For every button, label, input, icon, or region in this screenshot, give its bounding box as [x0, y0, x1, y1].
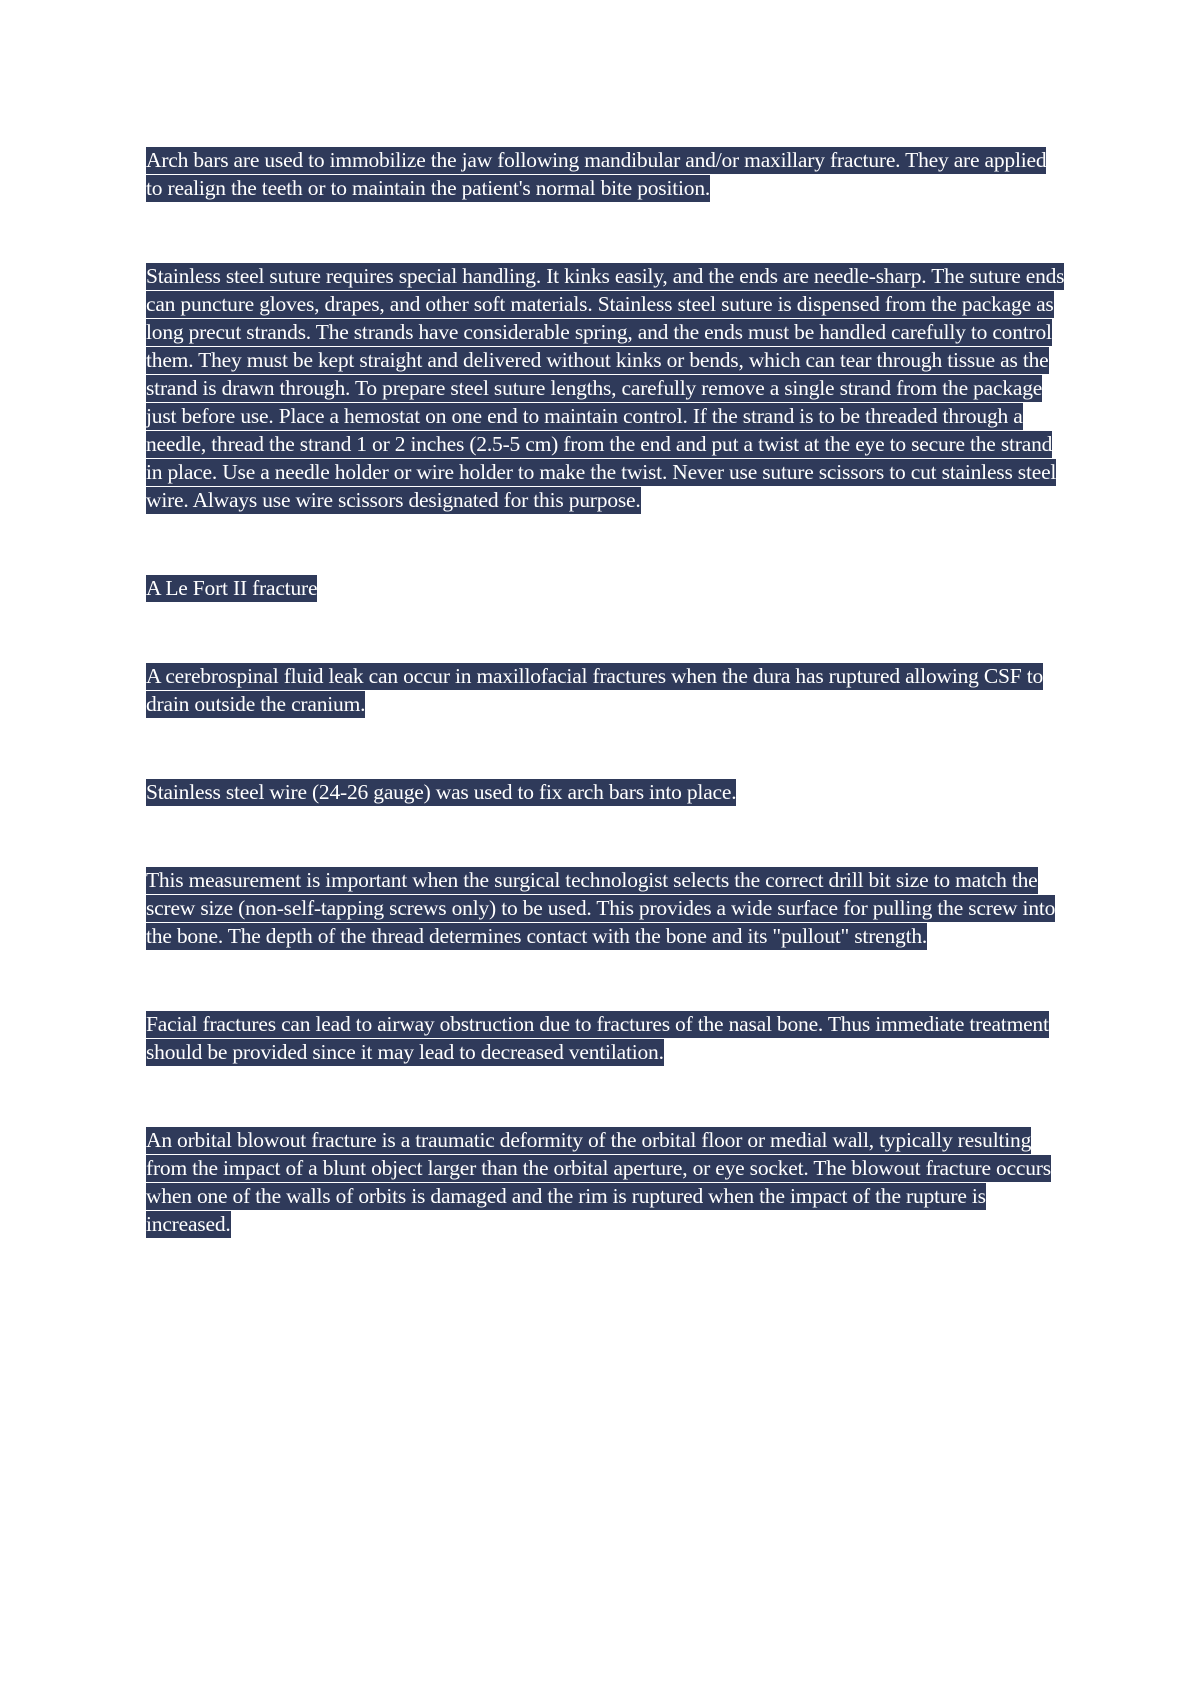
- document-page: [146, 146, 1066, 1238]
- paragraph-le-fort: A Le Fort II fracture: [146, 576, 318, 600]
- paragraph-gap: [146, 602, 1066, 662]
- paragraph-gap: [146, 950, 1066, 1010]
- paragraph-orbital-blowout: An orbital blowout fracture is a traumatic deformity of the orbital floor or medial wall, typically resulting from the impact of a blunt object larger than the orbital aperture, or eye socket. The blowout fracture occurs when one of the walls of orbits is damaged and the rim is ruptured when the impact of the rupture is increased.: [146, 1128, 1051, 1236]
- paragraph-csf-leak: A cerebrospinal fluid leak can occur in maxillofacial fractures when the dura has ruptured allowing CSF to drain outside the cranium.: [146, 664, 1044, 716]
- paragraph-gap: [146, 718, 1066, 778]
- paragraph-steel-wire-gauge: Stainless steel wire (24-26 gauge) was used to fix arch bars into place.: [146, 780, 737, 804]
- paragraph-stainless-steel-suture: Stainless steel suture requires special handling. It kinks easily, and the ends are needle-sharp. The suture ends can puncture gloves, drapes, and other soft materials. Stainless steel suture is dispensed from the package as long precut strands. The strands have considerable spring, and the ends must be handled carefully to control them. They must be kept straight and delivered without kinks or bends, which can tear through tissue as the strand is drawn through. To prepare steel suture lengths, carefully remove a single strand from the package just before use. Place a hemostat on one end to maintain control. If the strand is to be threaded through a needle, thread the strand 1 or 2 inches (2.5-5 cm) from the end and put a twist at the eye to secure the strand in place. Use a needle holder or wire holder to make the twist. Never use suture scissors to cut stainless steel wire. Always use wire scissors designated for this purpose.: [146, 264, 1065, 512]
- paragraph-arch-bars: Arch bars are used to immobilize the jaw following mandibular and/or maxillary fracture. They are applied to realign the teeth or to maintain the patient's normal bite position.: [146, 148, 1047, 200]
- paragraph-drill-bit-measurement: This measurement is important when the surgical technologist selects the correct drill bit size to match the screw size (non-self-tapping screws only) to be used. This provides a wide surface for pulling the screw into the bone. The depth of the thread determines contact with the bone and its "pullout" strength.: [146, 868, 1056, 948]
- paragraph-gap: [146, 806, 1066, 866]
- paragraph-gap: [146, 514, 1066, 574]
- paragraph-gap: [146, 202, 1066, 262]
- paragraph-airway-obstruction: Facial fractures can lead to airway obstruction due to fractures of the nasal bone. Thus immediate treatment should be provided since it may lead to decreased ventilation.: [146, 1012, 1049, 1064]
- paragraph-gap: [146, 1066, 1066, 1126]
